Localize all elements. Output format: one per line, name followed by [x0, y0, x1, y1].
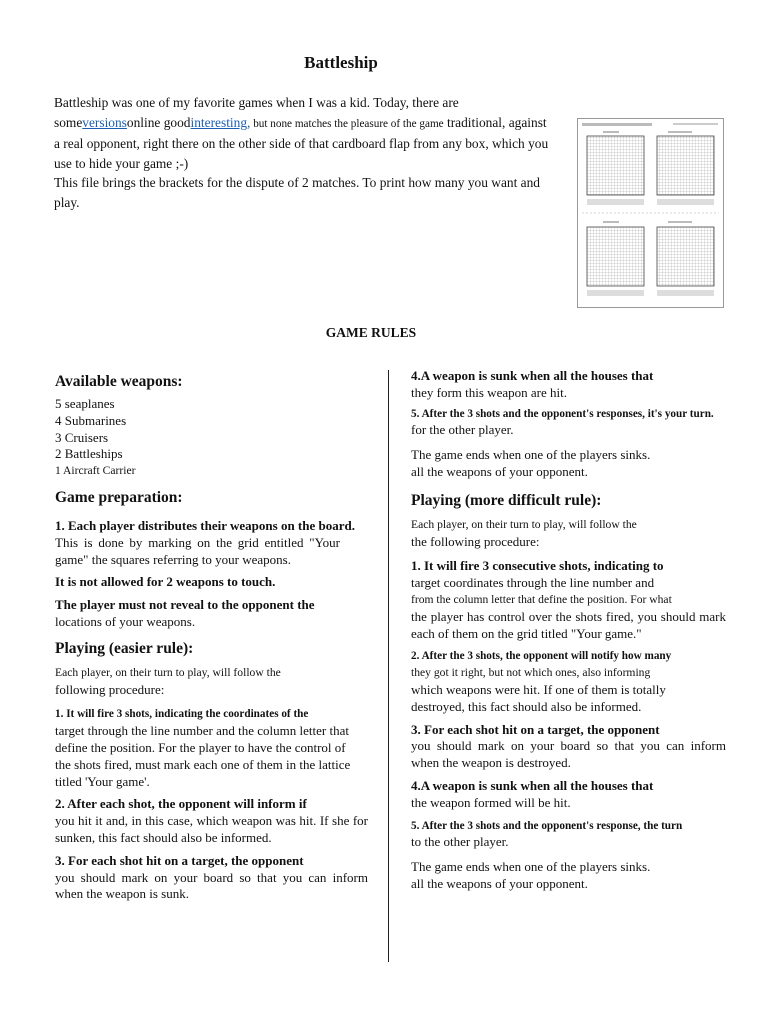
harder-step-1-text-b: the player has control over the shots fired, you should mark each of them on the grid titled "Your game." [411, 608, 726, 641]
easier-game-end-b: all the weapons of your opponent. [411, 463, 588, 479]
intro-text-start: Battleship was one of my favorite games when I was a kid. Today, there are some [54, 95, 459, 130]
harder-intro-text: the following procedure: [411, 533, 540, 549]
harder-step-1-text-a: target coordinates through the line number and [411, 575, 655, 591]
harder-step-5-bold: 5. After the 3 shots and the opponent's response, the turn [411, 819, 683, 832]
harder-step-3-bold: 3. For each shot hit on a target, the opponent [411, 721, 660, 737]
harder-step-3-text: you should mark on your board so that you can inform when the weapon is destroyed. [411, 738, 726, 771]
harder-step-1-bold: 1. It will fire 3 consecutive shots, indicating to [411, 558, 664, 574]
intro-paragraph [54, 93, 554, 212]
intro-text-mid: online good [126, 114, 191, 130]
weapons-heading: Available weapons: [55, 373, 183, 390]
harder-step-1-text-small: from the column letter that define the position. For what [411, 592, 672, 606]
weapon-item: 4 Submarines [55, 412, 127, 428]
harder-step-2-bold: 2. After the 3 shots, the opponent will notify how many [411, 650, 672, 663]
weapon-item: 1 Aircraft Carrier [55, 464, 136, 478]
harder-step-2-small: they got it right, but not which ones, also informing [411, 666, 651, 680]
easier-step-1-bold: 1. It will fire 3 shots, indicating the coordinates of the [55, 708, 309, 721]
harder-step-5-text: to the other player. [411, 834, 509, 850]
easier-step-4-text: they form this weapon are hit. [411, 384, 567, 400]
easier-step-3-text: you should mark on your board so that you can inform when the weapon is sunk. [55, 869, 368, 902]
easier-step-1-text: target through the line number and the column letter that define the position. For the player to have the control of the shots fired, must mark each one of them in the lattice titled 'Your game'. [55, 723, 351, 789]
document-title: Battleship [304, 53, 378, 72]
harder-step-4-text: the weapon formed will be hit. [411, 794, 571, 810]
easier-step-4-bold: 4.A weapon is sunk when all the houses that [411, 368, 654, 383]
intro-small-text: but none matches the pleasure of the game [250, 117, 444, 130]
easier-rule-heading: Playing (easier rule): [55, 639, 194, 657]
prep-rule-hide-bold: The player must not reveal to the opponent the [55, 597, 315, 613]
weapon-item: 3 Cruisers [55, 429, 109, 445]
harder-step-2-text: which weapons were hit. If one of them is totally destroyed, this fact should also be informed. [411, 681, 666, 714]
weapon-item: 2 Battleships [55, 446, 123, 462]
easier-intro-small: Each player, on their turn to play, will follow the [55, 665, 281, 679]
weapon-item: 5 seaplanes [55, 396, 115, 411]
intro-text-end: traditional, against a real opponent, right there on the other side of that cardboard flap from any box, which you use to hide your game ;-) [54, 114, 549, 171]
versions-link[interactable]: versions [82, 114, 127, 130]
grid-sheet-thumbnail [577, 118, 724, 308]
easier-intro-text: following procedure: [55, 681, 165, 697]
interesting-link[interactable]: interesting, [190, 114, 251, 130]
game-rules-heading: GAME RULES [325, 325, 417, 340]
prep-rule-no-touch: It is not allowed for 2 weapons to touch. [55, 574, 276, 590]
easier-step-3-bold: 3. For each shot hit on a target, the opponent [55, 852, 304, 868]
harder-step-4-bold: 4.A weapon is sunk when all the houses that [411, 777, 654, 793]
column-divider [388, 370, 389, 962]
easier-game-end-a: The game ends when one of the players sinks. [411, 447, 651, 463]
harder-game-end-a: The game ends when one of the players sinks. [411, 859, 651, 875]
easier-step-2-bold: 2. After each shot, the opponent will inform if [55, 796, 307, 812]
left-column [55, 368, 368, 903]
easier-step-2-text: you hit it and, in this case, which weapon was hit. If she for sunken, this fact should also be informed. [55, 813, 368, 845]
prep-step-1-bold: 1. Each player distributes their weapons on the board. [55, 517, 355, 533]
right-column [411, 368, 726, 893]
grid-sheet-image [578, 119, 723, 307]
easier-step-5-text: for the other player. [411, 422, 514, 438]
intro-second-paragraph: This file brings the brackets for the dispute of 2 matches. To print how many you want and play. [54, 175, 540, 210]
harder-game-end-b: all the weapons of your opponent. [411, 875, 588, 891]
prep-rule-hide-text: locations of your weapons. [55, 613, 196, 629]
harder-rule-heading: Playing (more difficult rule): [411, 491, 602, 509]
preparation-heading: Game preparation: [55, 488, 183, 506]
easier-step-5-bold: 5. After the 3 shots and the opponent's responses, it's your turn. [411, 407, 714, 420]
harder-intro-small: Each player, on their turn to play, will follow the [411, 517, 637, 531]
prep-step-1-text: This is done by marking on the grid entitled "Your game" the squares referring to your weapons. [55, 534, 340, 567]
